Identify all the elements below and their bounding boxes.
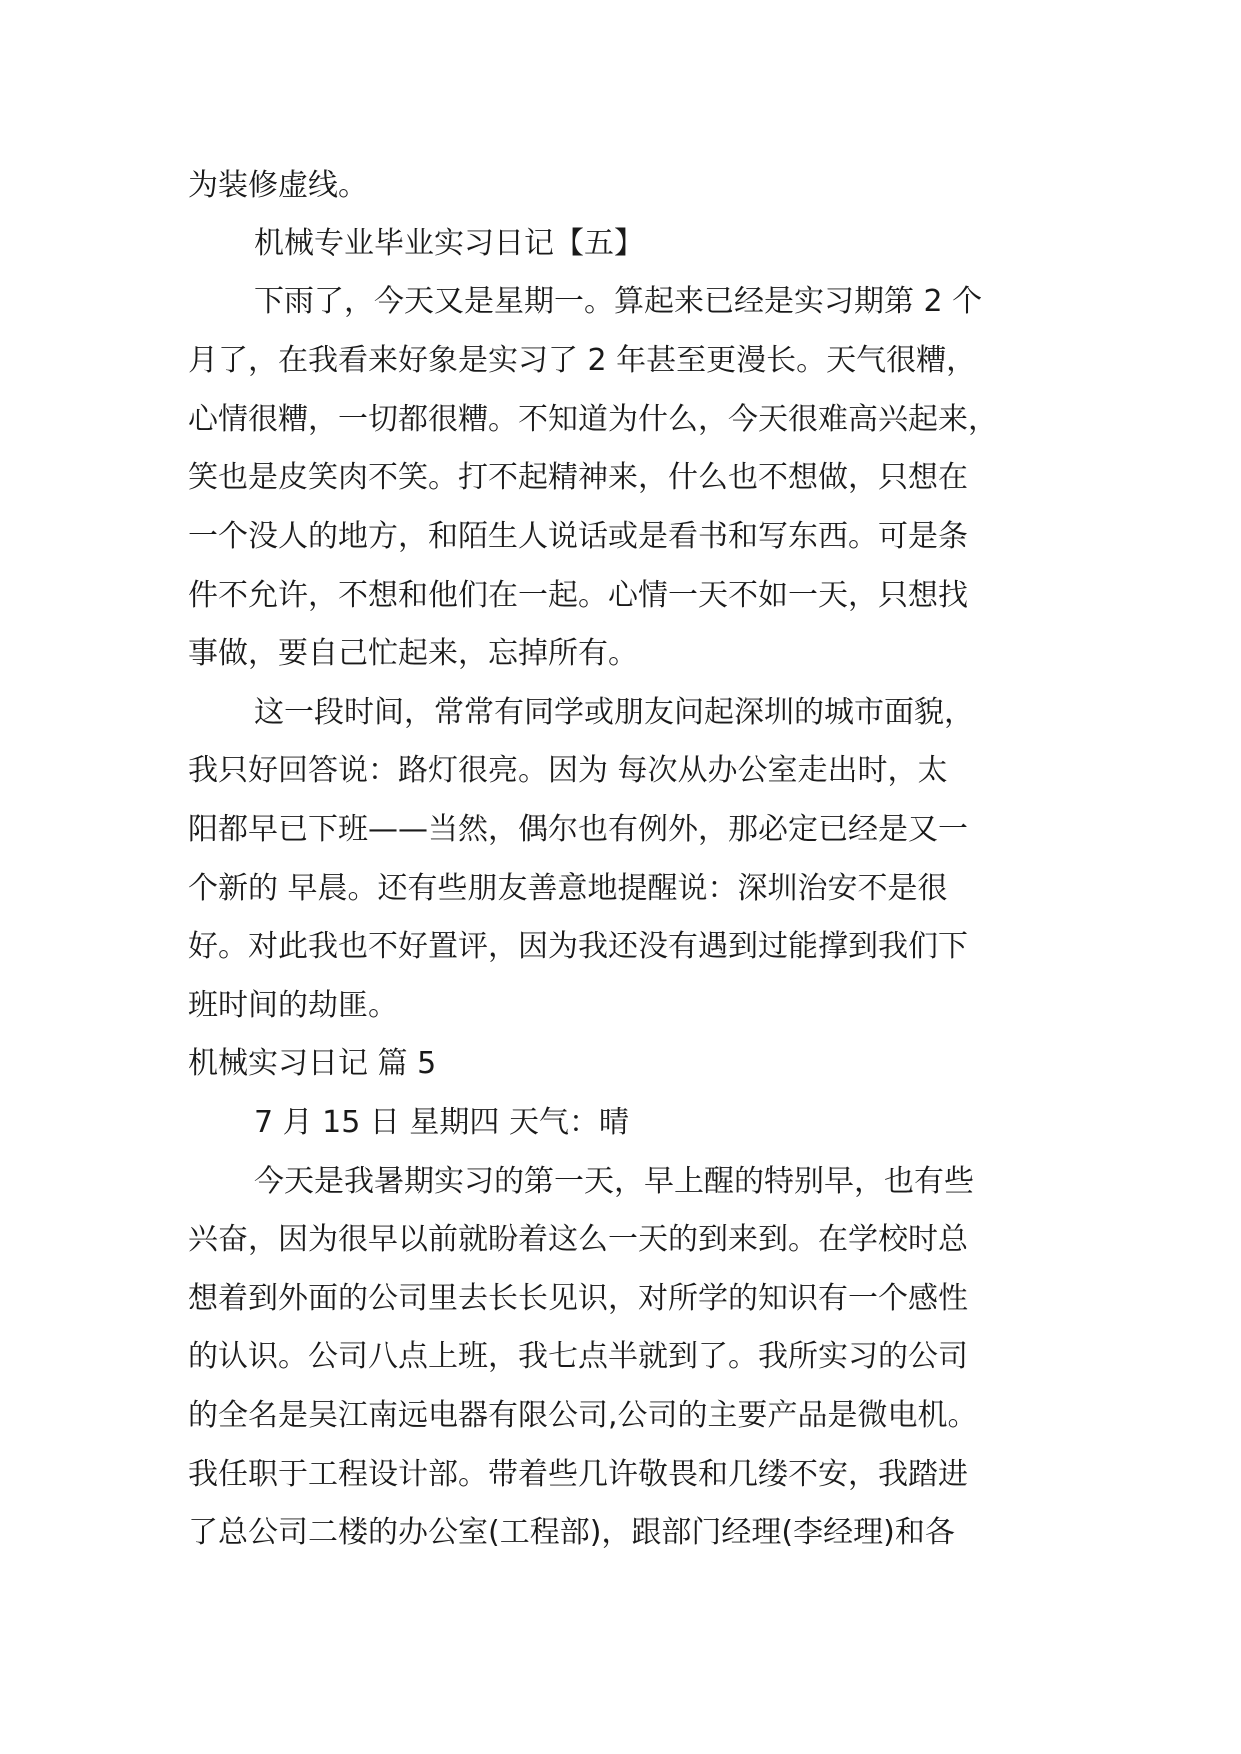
text-line: 这一段时间，常常有同学或朋友问起深圳的城市面貌， bbox=[254, 695, 974, 730]
text-line: 的认识。公司八点上班，我七点半就到了。我所实习的公司 bbox=[188, 1339, 968, 1374]
date-line: 7 月 15 日 星期四 天气：晴 bbox=[254, 1105, 629, 1140]
article-title: 机械实习日记 篇 5 bbox=[188, 1046, 437, 1081]
text-line: 个新的 早晨。还有些朋友善意地提醒说：深圳治安不是很 bbox=[188, 871, 948, 906]
text-line: 笑也是皮笑肉不笑。打不起精神来，什么也不想做，只想在 bbox=[188, 460, 968, 495]
text-line: 我只好回答说：路灯很亮。因为 每次从办公室走出时，太 bbox=[188, 753, 948, 788]
text-line: 了总公司二楼的办公室(工程部)，跟部门经理(李经理)和各 bbox=[188, 1515, 955, 1550]
text-line: 我任职于工程设计部。带着些几许敬畏和几缕不安，我踏进 bbox=[188, 1457, 968, 1492]
text-line: 事做，要自己忙起来，忘掉所有。 bbox=[188, 636, 638, 671]
text-line: 件不允许，不想和他们在一起。心情一天不如一天，只想找 bbox=[188, 578, 968, 613]
text-line: 好。对此我也不好置评，因为我还没有遇到过能撑到我们下 bbox=[188, 929, 968, 964]
text-line: 想着到外面的公司里去长长见识，对所学的知识有一个感性 bbox=[188, 1281, 968, 1316]
text-line: 班时间的劫匪。 bbox=[188, 988, 398, 1023]
section-heading: 机械专业毕业实习日记【五】 bbox=[254, 226, 644, 261]
text-line: 一个没人的地方，和陌生人说话或是看书和写东西。可是条 bbox=[188, 519, 968, 554]
text-line: 今天是我暑期实习的第一天，早上醒的特别早，也有些 bbox=[254, 1164, 974, 1199]
text-line: 阳都早已下班——当然，偶尔也有例外，那必定已经是又一 bbox=[188, 812, 968, 847]
text-line: 下雨了，今天又是星期一。算起来已经是实习期第 2 个 bbox=[254, 284, 983, 319]
text-line: 兴奋，因为很早以前就盼着这么一天的到来到。在学校时总 bbox=[188, 1222, 968, 1257]
text-line: 月了，在我看来好象是实习了 2 年甚至更漫长。天气很糟， bbox=[188, 343, 977, 378]
text-line: 的全名是吴江南远电器有限公司,公司的主要产品是微电机。 bbox=[188, 1398, 978, 1433]
text-line: 为装修虚线。 bbox=[188, 168, 368, 203]
text-line: 心情很糟，一切都很糟。不知道为什么，今天很难高兴起来， bbox=[188, 402, 998, 437]
